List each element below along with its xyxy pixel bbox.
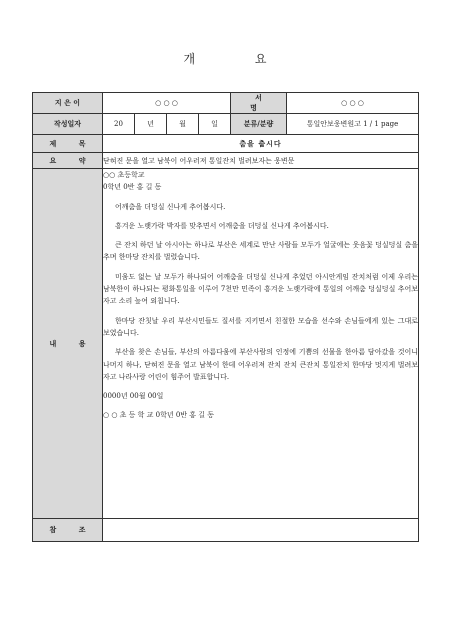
body-paragraph: 흥겨운 노랫가락 박자를 맞추면서 어깨춤을 더덩실 신나게 추어봅시다.	[115, 221, 329, 230]
date-day-unit: 일	[199, 114, 231, 135]
school-line: ○○ 초등학교	[103, 171, 145, 179]
date-year[interactable]: 20	[103, 114, 135, 135]
body-paragraph: 미움도 없는 날 모두가 하나되어 어깨춤을 더덩실 신나게 추었던 아시안게임 잔치처럼 이제 우리는 남북한이 하나되는 평화통일을 이루어 7천만 민족이 흥겨운 노랫가락에 통일의 어깨춤 덩실덩실 추어보자고 소리 높여 외칩니다.	[103, 272, 419, 306]
body-paragraph: 큰 잔치 하던 날 아시아는 하나로 부산은 세계로 만난 사람들 모두가 얼굴에는 웃음꽃 덩실덩실 춤을 추며 한마당 잔치를 벌렸습니다.	[103, 241, 419, 262]
category-value[interactable]: 통일안보웅변원고 1 / 1 page	[287, 114, 419, 135]
signature-value[interactable]: ○ ○ ○	[287, 93, 419, 114]
document-title: 개 요	[183, 52, 295, 66]
reference-label: 참 조	[33, 519, 103, 542]
subject-value[interactable]: 춤을 춥시다	[103, 135, 419, 153]
date-row	[33, 114, 419, 135]
signature-label: 서 명	[231, 93, 287, 114]
date-month-unit: 월	[167, 114, 199, 135]
content-row	[33, 169, 419, 519]
reference-value[interactable]	[103, 519, 419, 542]
document-form	[32, 92, 419, 542]
date-label: 작성일자	[33, 114, 103, 135]
summary-value[interactable]: 닫혀진 문을 열고 남북이 어우러져 통일잔치 벌려보자는 웅변문	[103, 153, 419, 169]
content-label: 내 용	[33, 169, 103, 519]
body-paragraph: 어깨춤을 더덩실 신나게 추어봅시다.	[115, 202, 226, 211]
date-year-unit: 년	[135, 114, 167, 135]
category-label: 분류/분량	[231, 114, 287, 135]
author-label: 지 은 이	[33, 93, 103, 114]
body-paragraph: 한마당 잔칫날 우리 부산시민들도 질서를 지키면서 친절한 모습을 선수와 손님들에게 있는 그대로 보였습니다.	[103, 316, 419, 337]
reference-row	[33, 519, 419, 542]
subject-label: 제 목	[33, 135, 103, 153]
summary-label: 요 약	[33, 153, 103, 169]
body-paragraph: 부산을 찾은 손님들, 부산의 아름다움에 부산사람의 인정에 기쁨의 선물을 한아름 담아갔을 것이니 나머지 하나, 닫혀진 문을 열고 남북이 한데 어우러져 잔치 잔치 큰잔치 통일잔치 한마당 멋지게 벌려보자고 나라사랑 어린이 힘주어 발표합니다.	[103, 348, 419, 381]
author-row	[33, 93, 419, 114]
summary-row	[33, 153, 419, 169]
subject-row	[33, 135, 419, 153]
content-body[interactable]	[103, 169, 419, 519]
closing-line: ○ ○ 초 등 학 교 0학년 0반 홍 길 동	[103, 411, 214, 420]
date-line: 0000년 00월 00일	[103, 392, 164, 401]
author-value[interactable]: ○ ○ ○	[103, 93, 231, 114]
student-line: 0학년 0반 홍 길 동	[103, 183, 162, 192]
